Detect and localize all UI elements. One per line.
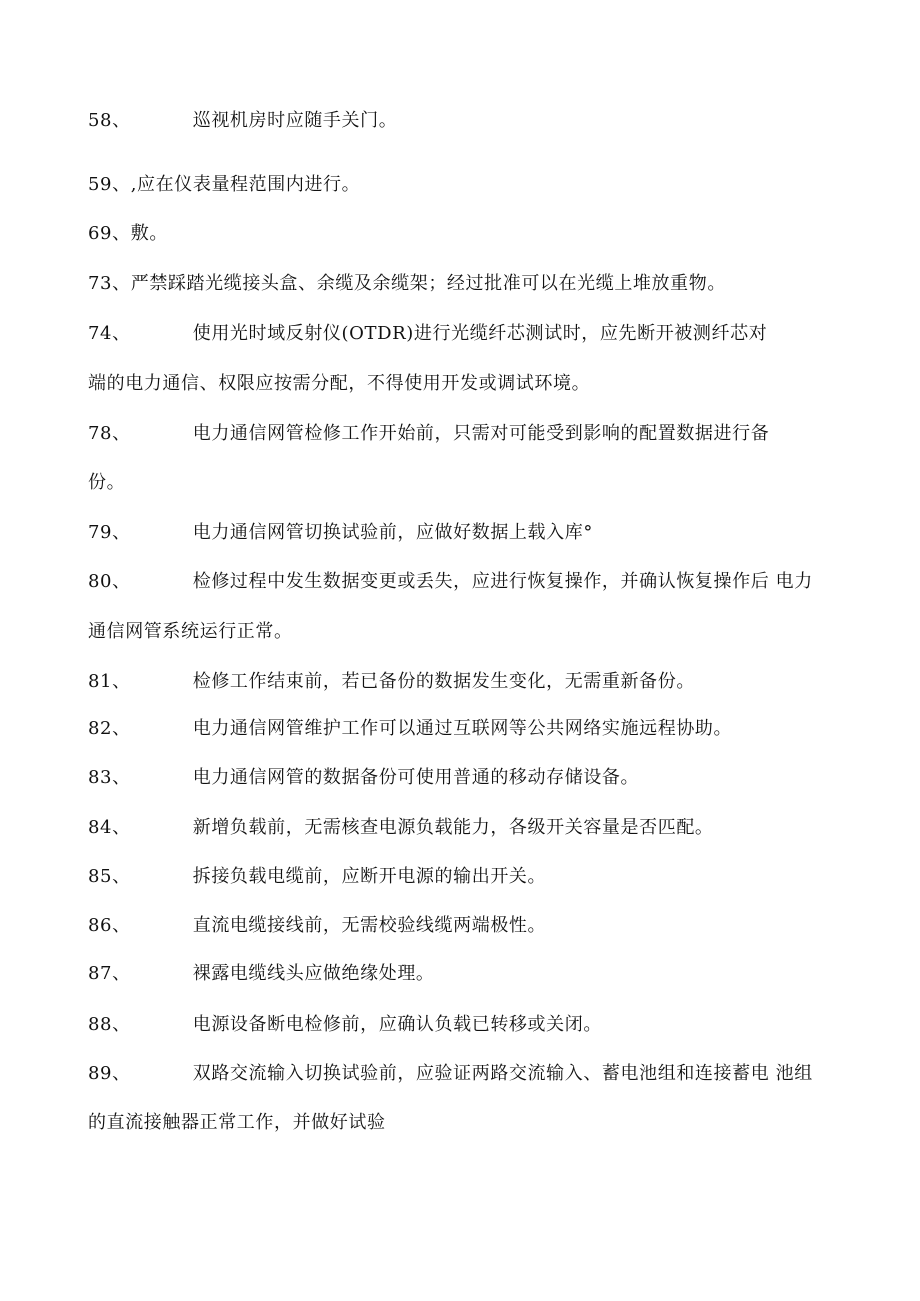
item-text: 电力通信网管的数据备份可使用普通的移动存储设备。 — [192, 767, 640, 788]
item-89 — [88, 1061, 813, 1087]
item-87 — [88, 961, 435, 987]
item-88 — [88, 1012, 602, 1038]
item-78 — [88, 421, 769, 447]
item-text: 检修过程中发生数据变更或丢失，应进行恢复操作，并确认恢复操作后 电力 — [192, 571, 813, 592]
item-number: 85、 — [88, 866, 131, 887]
item-number: 69、 — [88, 223, 131, 244]
item-text: 使用光时域反射仪(OTDR)进行光缆纤芯测试时，应先断开被测纤芯对 — [192, 323, 768, 344]
item-74 — [88, 321, 767, 347]
item-86 — [88, 913, 546, 939]
item-text: 份。 — [88, 472, 126, 493]
item-number: 84、 — [88, 817, 131, 838]
item-59 — [88, 172, 360, 198]
item-number: 87、 — [88, 963, 131, 984]
item-number: 82、 — [88, 718, 131, 739]
item-text: 端的电力通信、权限应按需分配，不得使用开发或调试环境。 — [88, 373, 591, 394]
item-text: 电力通信网管切换试验前，应做好数据上载入库° — [192, 522, 593, 543]
item-79 — [88, 520, 593, 546]
item-text: 的直流接触器正常工作，并做好试验 — [88, 1112, 386, 1133]
item-number: 88、 — [88, 1014, 131, 1035]
item-85 — [88, 864, 546, 890]
item-80 — [88, 569, 813, 595]
item-69 — [88, 221, 168, 247]
item-text: 通信网管系统运行正常。 — [88, 621, 293, 642]
item-74-continuation — [88, 371, 590, 397]
item-number: 73、 — [88, 273, 131, 294]
item-text: 拆接负载电缆前，应断开电源的输出开关。 — [192, 866, 547, 887]
item-text: 检修工作结束前，若已备份的数据发生变化，无需重新备份。 — [192, 671, 695, 692]
item-89-continuation — [88, 1110, 386, 1136]
item-text: 新增负载前，无需核查电源负载能力，各级开关容量是否匹配。 — [192, 817, 714, 838]
item-number: 58、 — [88, 110, 131, 131]
item-number: 78、 — [88, 423, 131, 444]
item-number: 74、 — [88, 323, 131, 344]
item-text: ,应在仪表量程范围内进行。 — [130, 174, 361, 195]
item-text: 严禁踩踏光缆接头盒、余缆及余缆架；经过批准可以在光缆上堆放重物。 — [130, 273, 726, 294]
item-number: 59、 — [88, 174, 131, 195]
item-number: 81、 — [88, 671, 131, 692]
item-text: 直流电缆接线前，无需校验线缆两端极性。 — [192, 915, 547, 936]
item-81 — [88, 669, 695, 695]
item-number: 86、 — [88, 915, 131, 936]
item-text: 敷。 — [130, 223, 168, 244]
item-78-continuation — [88, 470, 125, 496]
item-text: 电源设备断电检修前，应确认负载已转移或关闭。 — [192, 1014, 602, 1035]
item-number: 80、 — [88, 571, 131, 592]
item-number: 79、 — [88, 522, 131, 543]
item-text: 电力通信网管维护工作可以通过互联网等公共网络实施远程协助。 — [192, 718, 733, 739]
item-text: 裸露电缆线头应做绝缘处理。 — [192, 963, 435, 984]
item-text: 巡视机房时应随手关门。 — [192, 110, 398, 131]
item-text: 双路交流输入切换试验前，应验证两路交流输入、蓄电池组和连接蓄电 池组 — [192, 1063, 813, 1084]
item-83 — [88, 765, 639, 791]
item-73 — [88, 271, 726, 297]
item-58 — [88, 108, 397, 134]
item-text: 电力通信网管检修工作开始前，只需对可能受到影响的配置数据进行备 — [192, 423, 770, 444]
item-84 — [88, 815, 714, 841]
item-number: 83、 — [88, 767, 131, 788]
item-number: 89、 — [88, 1063, 131, 1084]
item-80-continuation — [88, 619, 293, 645]
item-82 — [88, 716, 732, 742]
